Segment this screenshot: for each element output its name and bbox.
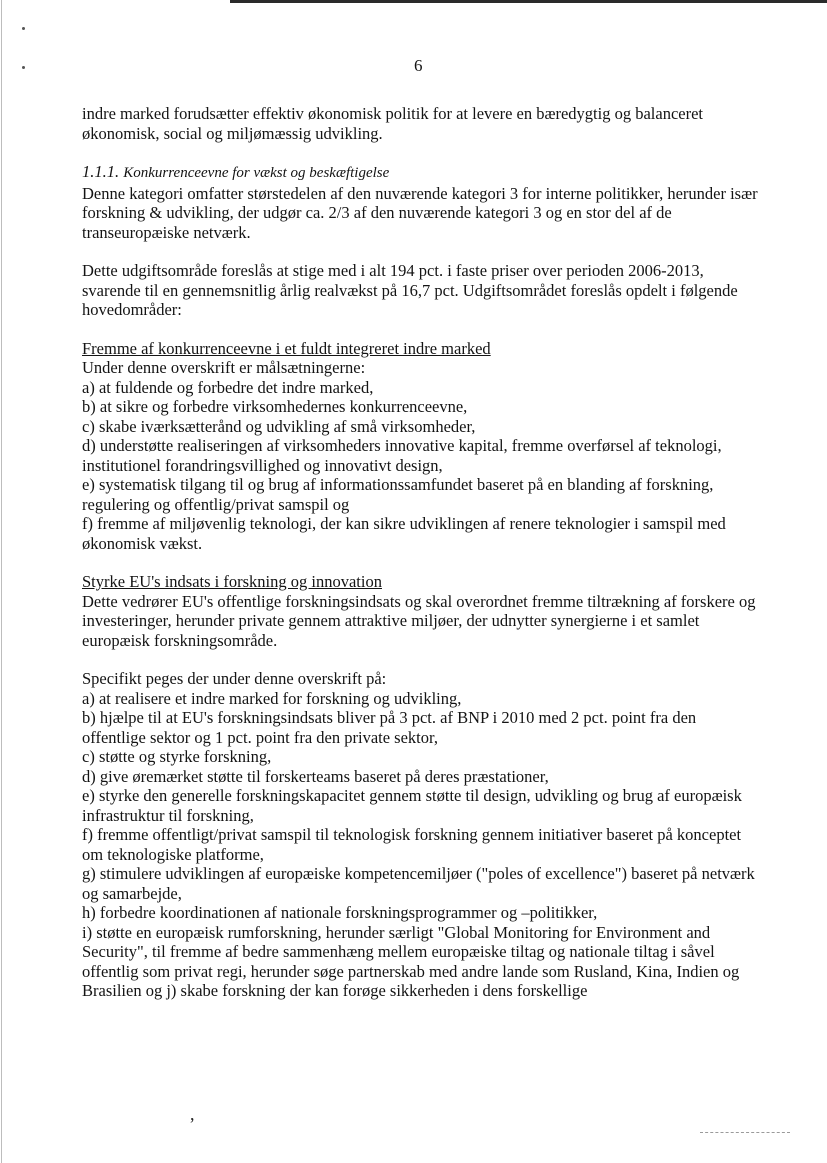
list-item: c) skabe iværksætterånd og udvikling af små virksomheder, bbox=[82, 416, 476, 436]
subheading-research: Styrke EU's indsats i forskning og innovation bbox=[82, 572, 382, 591]
scan-speck bbox=[22, 27, 25, 30]
scan-dashes bbox=[700, 1132, 790, 1133]
page-number: 6 bbox=[414, 56, 423, 75]
subheading-competitiveness: Fremme af konkurrenceevne i et fuldt integreret indre marked bbox=[82, 338, 491, 358]
list-item: a) at fuldende og forbedre det indre marked, bbox=[82, 377, 374, 397]
list-item: e) systematisk tilgang til og brug af informationssamfundet baseret på en blanding af forskning, regulering og offentlig/privat samspil og bbox=[82, 475, 714, 514]
scan-speck bbox=[22, 66, 25, 69]
paragraph-category: Denne kategori omfatter størstedelen af den nuværende kategori 3 for interne politikker, herunder især forskning & udvikling, der udgør ca. 2/3 af den nuværende kategori 3 og en stor del af de transeuropæiske netværk. bbox=[82, 183, 758, 242]
list-item: d) understøtte realiseringen af virksomheders innovative kapital, fremme overførsel af teknologi, institutionel forandringsvillighed og innovativt design, bbox=[82, 436, 722, 475]
paragraph-budget: Dette udgiftsområde foreslås at stige med i alt 194 pct. i faste priser over perioden 2006-2013, svarende til en gennemsnitlig årlig realvækst på 16,7 pct. Udgiftsområdet foreslås opdelt i følgende hovedområder: bbox=[82, 261, 738, 319]
list-item: a) at realisere et indre marked for forskning og udvikling, bbox=[82, 688, 462, 708]
list-item: g) stimulere udviklingen af europæiske kompetencemiljøer ("poles of excellence") baseret på netværk og samarbejde, bbox=[82, 864, 755, 903]
paragraph-intro: indre marked forudsætter effektiv økonomisk politik for at levere en bæredygtig og balanceret økonomisk, social og miljømæssig udvikling. bbox=[82, 104, 704, 143]
objectives-intro: Under denne overskrift er målsætningerne: bbox=[82, 358, 366, 377]
list-item: b) hjælpe til at EU's forskningsindsats bliver på 3 pct. af BNP i 2010 med 2 pct. point fra den offentlige sektor og 1 pct. point fra den private sektor, bbox=[82, 708, 697, 747]
specifics-intro: Specifikt peges der under denne overskrift på: bbox=[82, 669, 387, 688]
scan-left-edge bbox=[1, 0, 2, 1163]
section-number: 1.1.1. bbox=[82, 162, 120, 181]
paragraph-research: Dette vedrører EU's offentlige forskningsindsats og skal overordnet fremme tiltrækning af forskere og investeringer, herunder private gennem attraktive miljøer, der udnytter synergierne i et samlet europæisk forskningsområde. bbox=[82, 591, 756, 650]
list-item: d) give øremærket støtte til forskerteams baseret på deres præstationer, bbox=[82, 766, 549, 786]
list-item: e) styrke den generelle forskningskapacitet gennem støtte til design, udvikling og brug af europæisk infrastruktur til forskning, bbox=[82, 786, 742, 825]
document-body bbox=[82, 104, 762, 1001]
list-item: h) forbedre koordinationen af nationale forskningsprogrammer og –politikker, bbox=[82, 903, 598, 922]
list-item: f) fremme offentligt/privat samspil til teknologisk forskning gennem initiativer baseret på konceptet om teknologiske platforme, bbox=[82, 825, 742, 864]
pen-mark: , bbox=[190, 1104, 195, 1124]
section-heading-1-1-1 bbox=[82, 162, 762, 184]
section-title: Konkurrenceevne for vækst og beskæftigelse bbox=[123, 165, 390, 181]
scan-top-rule bbox=[230, 0, 827, 3]
list-item: b) at sikre og forbedre virksomhedernes konkurrenceevne, bbox=[82, 397, 468, 416]
list-item: f) fremme af miljøvenlig teknologi, der kan sikre udviklingen af renere teknologier i samspil med økonomisk vækst. bbox=[82, 514, 726, 553]
list-item: c) støtte og styrke forskning, bbox=[82, 747, 272, 766]
list-item: i) støtte en europæisk rumforskning, herunder særligt "Global Monitoring for Environment and Security", til fremme af bedre sammenhæng mellem europæiske tiltag og nationale tiltag i såvel offentlig som privat regi, herunder søge partnerskab med andre lande som Rusland, Kina, Indien og Brasilien og j) skabe forskning der kan forøge sikkerheden i dens forskellige bbox=[82, 922, 740, 1000]
